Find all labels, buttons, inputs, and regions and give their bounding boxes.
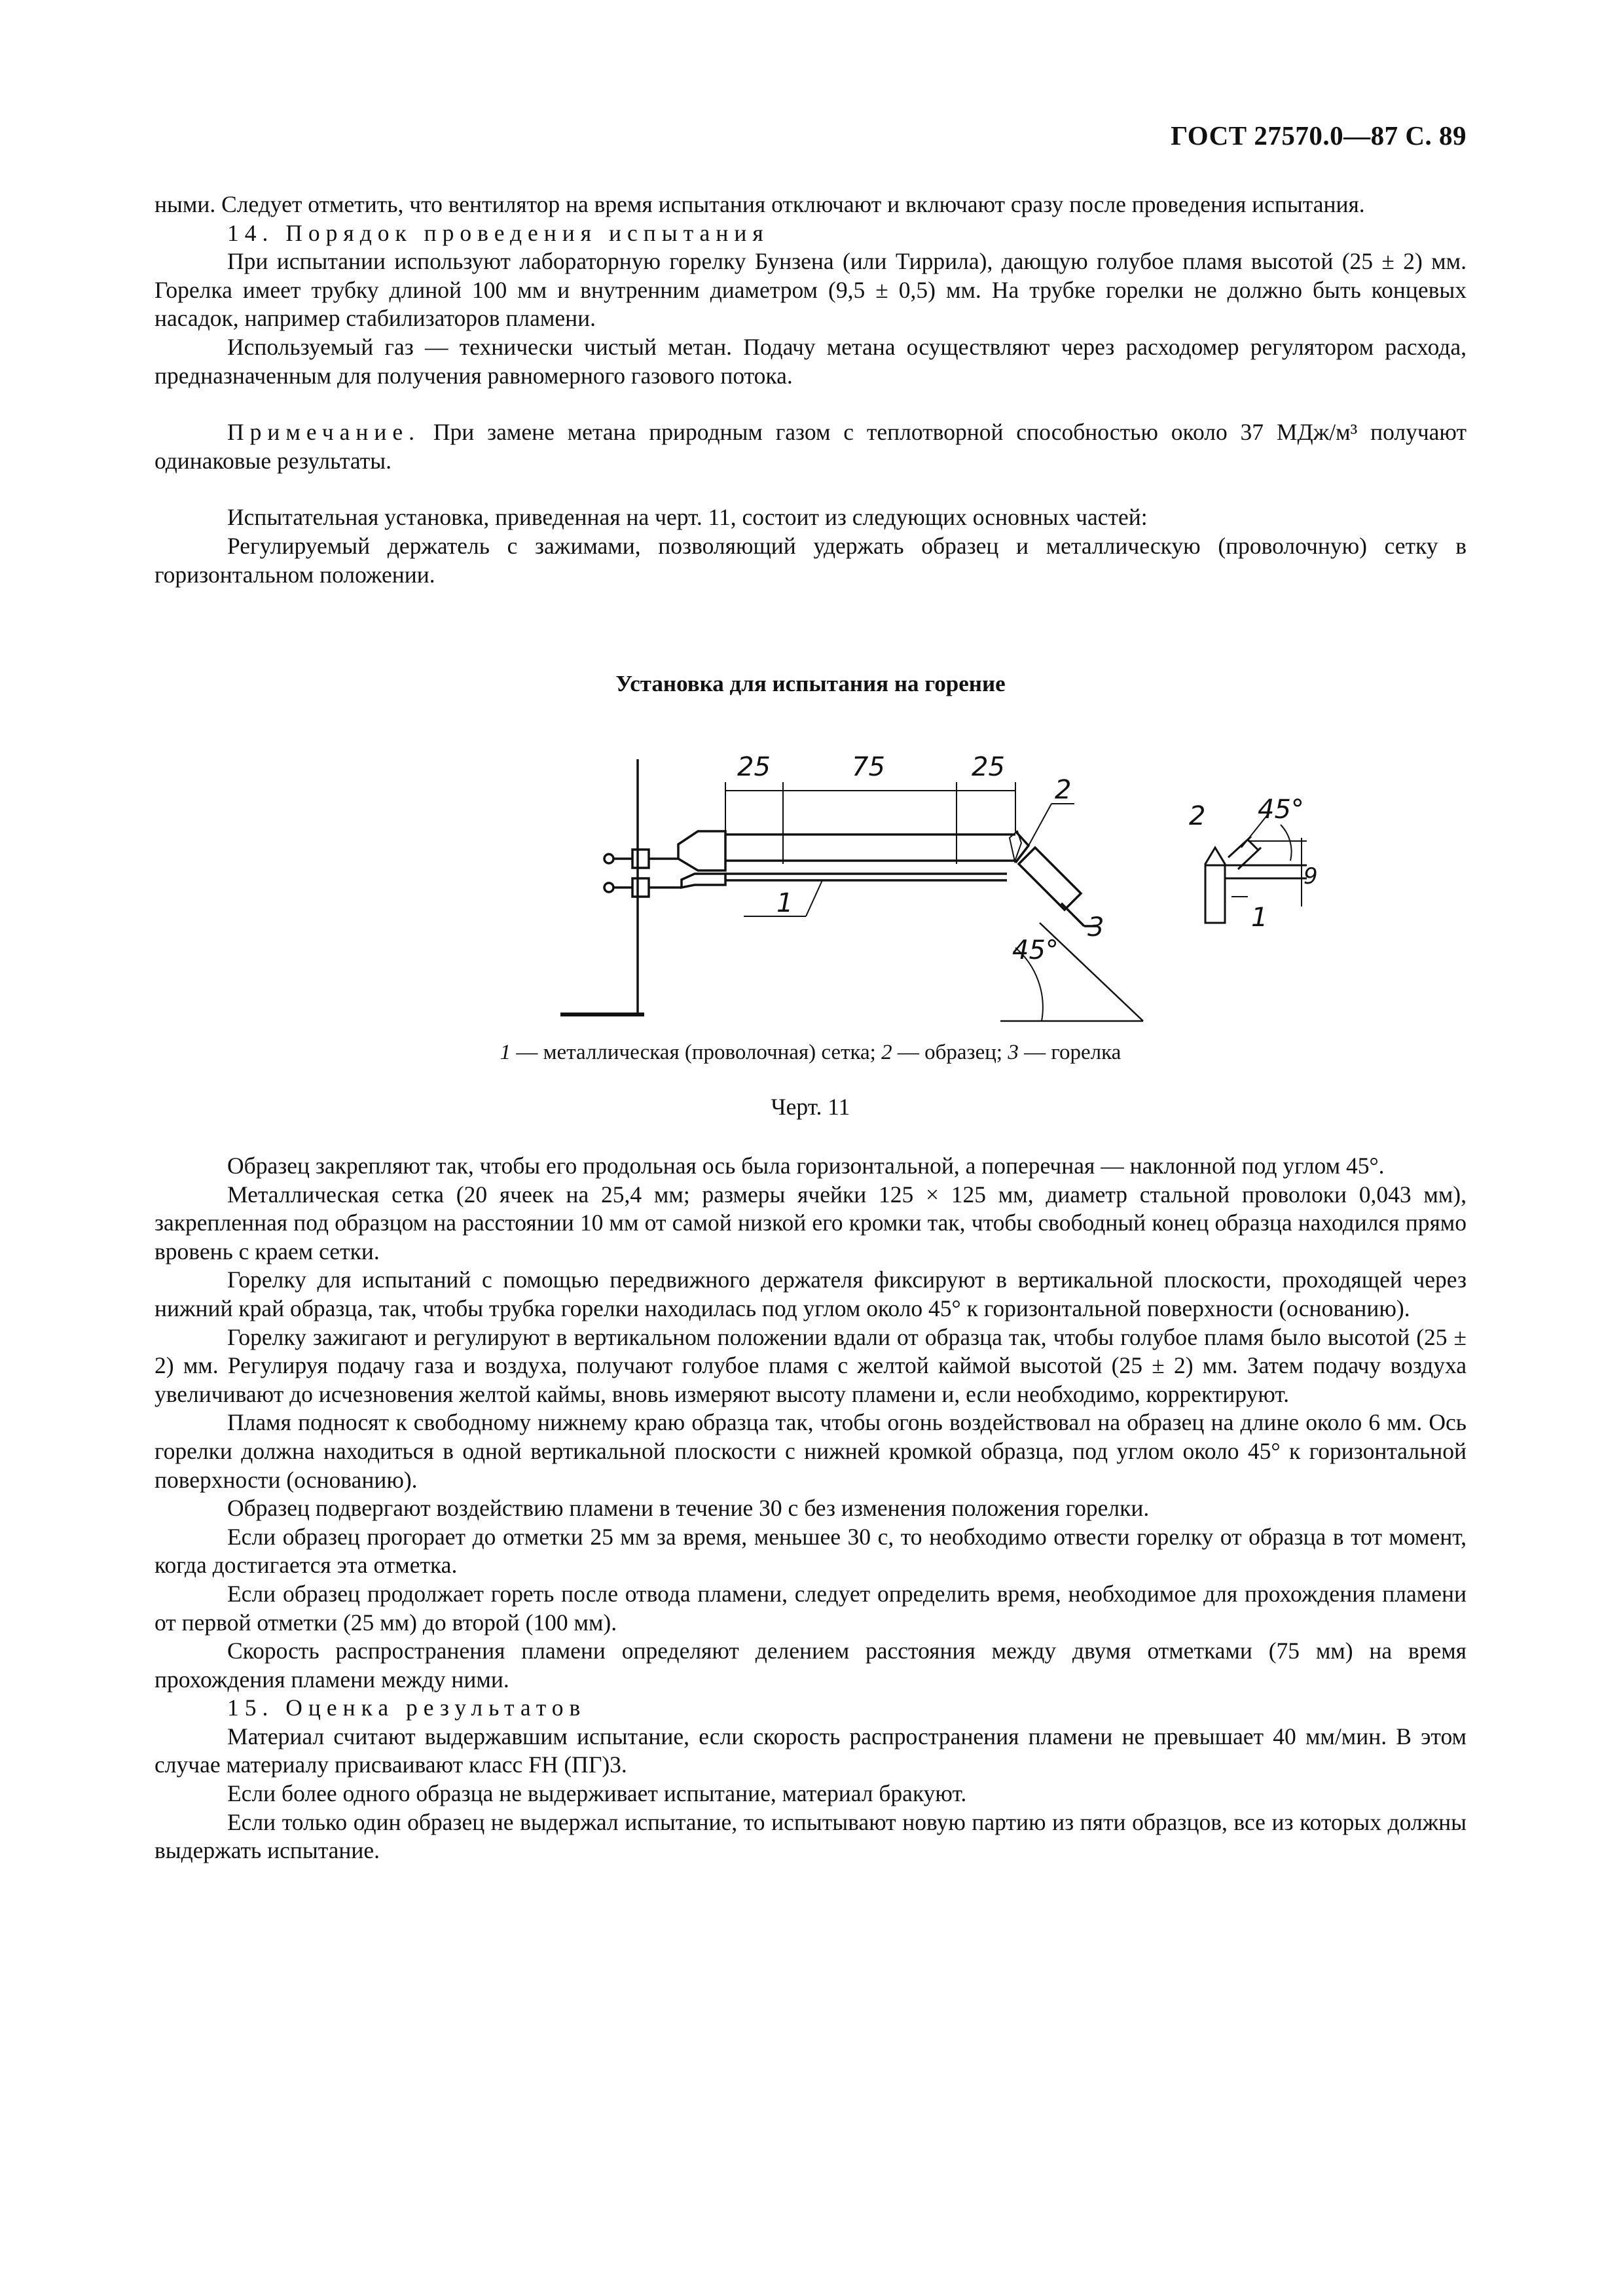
paragraph: Испытательная установка, приведенная на черт. 11, состоит из следующих основных частей: (227, 504, 1148, 531)
burning-test-apparatus-diagram (436, 733, 1318, 1021)
burner (1019, 848, 1081, 910)
paragraph: Если более одного образца не выдерживает испытание, материал бракуют. (227, 1780, 967, 1807)
paragraph: Если образец прогорает до отметки 25 мм за время, меньшее 30 с, то необходимо отвести горелку от образца в тот момент, когда достигается эта отметка. (155, 1523, 1467, 1579)
paragraph: Металлическая сетка (20 ячеек на 25,4 мм; размеры ячейки 125 × 125 мм, диаметр стальной проволоки 0,043 мм), закрепленная под образцом на расстоянии 10 мм от самой низкой его кромки так, чтобы свободный конец образца находился прямо вровень с краем сетки. (155, 1181, 1467, 1265)
caption-text: — металлическая (проволочная) сетка; (511, 1041, 882, 1064)
paragraph: Образец подвергают воздействию пламени в течение 30 с без изменения положения горелки. (227, 1495, 1150, 1522)
note-paragraph (155, 418, 1467, 475)
note-text: При замене метана природным газом с теплотворной способностью около 37 МДж/м³ получают одинаковые результаты. (155, 419, 1467, 474)
section-heading-text: 14. Порядок проведения испытания (227, 219, 769, 246)
paragraph: Используемый газ — технически чистый метан. Подачу метана осуществляют через расходомер регулятором расхода, предназначенным для получения равномерного газового потока. (155, 333, 1467, 389)
figure-caption (155, 1041, 1467, 1065)
part-label-2: 2 (1055, 775, 1072, 805)
caption-text: — горелка (1018, 1041, 1122, 1064)
note-label: Примечание. (227, 419, 420, 446)
page-header: ГОСТ 27570.0—87 С. 89 (1171, 120, 1467, 151)
paragraph: При испытании используют лабораторную горелку Бунзена (или Тиррила), дающую голубое пламя высотой (25 ± 2) мм. Горелка имеет трубку длиной 100 мм и внутренним диаметром (9,5 ± 0,5) мм. На трубке горелки не должно быть концевых насадок, например стабилизаторов пламени. (155, 248, 1467, 332)
top-text-block (155, 190, 1467, 589)
figure-title: Установка для испытания на горение (615, 671, 1006, 696)
angle-label: 45° (1012, 935, 1059, 965)
section-heading-14 (155, 219, 1467, 248)
paragraph: Скорость распространения пламени определяют делением расстояния между двумя отметками (75 мм) на время прохождения пламени между ними. (155, 1638, 1467, 1693)
part-label-1: 1 (776, 888, 793, 918)
part-label-2: 2 (1189, 801, 1206, 831)
figure-number: Черт. 11 (771, 1094, 850, 1120)
part-label-3: 3 (1087, 912, 1104, 942)
caption-text: — образец; (892, 1041, 1008, 1064)
paragraph: Если образец продолжает гореть после отвода пламени, следует определить время, необходимое для прохождения пламени от первой отметки (25 мм) до второй (100 мм). (155, 1580, 1467, 1636)
paragraph: Горелку зажигают и регулируют в вертикальном положении вдали от образца так, чтобы голубое пламя было высотой (25 ± 2) мм. Регулируя подачу газа и воздуха, получают голубое пламя с желтой каймой высотой (25 ± 2) мм. Затем подачу воздуха увеличивают до исчезновения желтой каймы, вновь измеряют высоту пламени и, если необходимо, корректируют. (155, 1323, 1467, 1407)
paragraph: Материал считают выдержавшим испытание, если скорость распространения пламени не превышает 40 мм/мин. В этом случае материалу присваивают класс FH (ПГ)3. (155, 1723, 1467, 1778)
bottom-text-block (155, 1152, 1467, 1865)
part-label-1: 1 (1251, 903, 1268, 933)
dim-label: 9 (1304, 863, 1318, 889)
paragraph: Образец закрепляют так, чтобы его продольная ось была горизонтальной, а поперечная — наклонной под углом 45°. (227, 1153, 1385, 1179)
angle-label: 45° (1258, 795, 1304, 825)
section-heading-15 (155, 1694, 1467, 1723)
paragraph: Горелку для испытаний с помощью передвижного держателя фиксируют в вертикальной плоскости, проходящей через нижний край образца, так, чтобы трубка горелки находилась под углом около 45° к горизонтальной поверхности (основанию). (155, 1266, 1467, 1321)
paragraph: ными. Следует отметить, что вентилятор на время испытания отключают и включают сразу после проведения испытания. (155, 191, 1365, 217)
caption-num: 1 (500, 1041, 511, 1064)
dim-label: 25 (737, 752, 771, 782)
paragraph: Если только один образец не выдержал испытание, то испытывают новую партию из пяти образцов, все из которых должны выдержать испытание. (155, 1808, 1467, 1864)
section-heading-text: 15. Оценка результатов (227, 1695, 587, 1721)
caption-num: 3 (1008, 1041, 1019, 1064)
sample-holder (678, 831, 725, 870)
paragraph: Регулируемый держатель с зажимами, позволяющий удержать образец и металлическую (проволочную) сетку в горизонтальном положении. (155, 532, 1467, 588)
paragraph: Пламя подносят к свободному нижнему краю образца так, чтобы огонь воздействовал на образец на длине около 6 мм. Ось горелки должна находиться в одной вертикальной плоскости с нижней кромкой образца, под углом около 45° к горизонтальной поверхности (основанию). (155, 1409, 1467, 1493)
dim-label: 25 (972, 752, 1005, 782)
caption-num: 2 (881, 1041, 892, 1064)
dim-label: 75 (852, 752, 885, 782)
